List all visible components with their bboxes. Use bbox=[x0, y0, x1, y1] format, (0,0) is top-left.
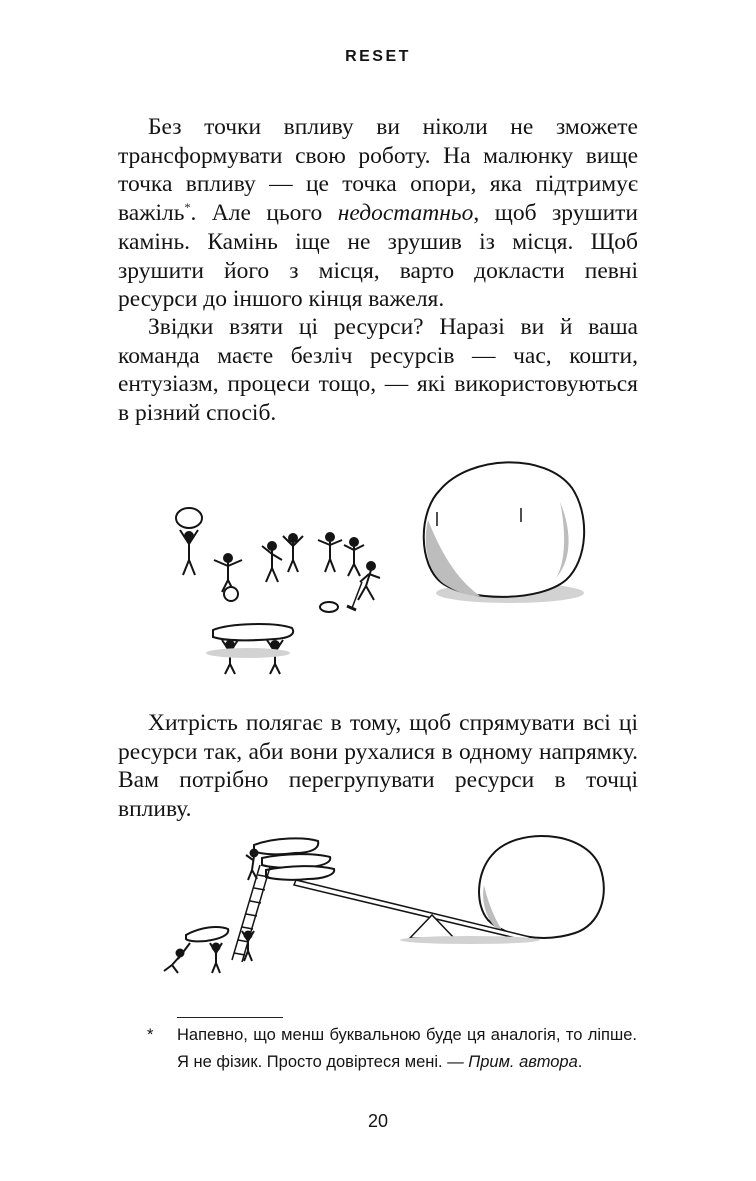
rubble-pile bbox=[320, 602, 338, 612]
paragraph-1-text-b: . Але цього bbox=[190, 200, 338, 227]
small-rock bbox=[176, 508, 202, 528]
paragraph-2-text: Звідки взяти ці ресурси? Наразі ви й ваша команда маєте безліч ресурсів — час, кошти, ентузіазм, процеси тощо, — які використовуються в різний спосіб. bbox=[118, 314, 638, 427]
paragraph-3-text: Хитрість полягає в тому, щоб спрямувати всі ці ресурси так, аби вони рухалися в одному напрямку. Вам потрібно перегрупувати ресурси в точці впливу. bbox=[118, 710, 638, 823]
ladder bbox=[232, 865, 270, 962]
paragraph-1-emphasis: недостатньо bbox=[337, 200, 474, 227]
footnote-reference: * bbox=[184, 200, 191, 215]
illustration-lever bbox=[0, 825, 756, 990]
log-stack bbox=[254, 838, 334, 879]
paragraph-1-text-a: Без точки впливу ви ніколи не зможете трансформувати свою роботу. На малюнку вище точка впливу — це точка опори, яка підтримує важіль bbox=[118, 114, 638, 227]
log bbox=[213, 624, 293, 640]
footnote-marker: * bbox=[147, 1026, 154, 1044]
paragraph-3 bbox=[118, 709, 638, 824]
ball bbox=[224, 587, 238, 601]
lever-boulder bbox=[479, 836, 604, 938]
footnote-end: . bbox=[577, 1053, 583, 1071]
paragraph-1-text-c: , щоб зрушити камінь. Камінь іще не зрушив із місця. Щоб зрушити його з місця, варто докласти певні ресурси до іншого кінця важеля. bbox=[118, 200, 638, 313]
illustration-scattered-resources-svg bbox=[0, 450, 756, 680]
running-head: RESET bbox=[345, 48, 411, 65]
paragraph-1 bbox=[118, 113, 638, 314]
footnote-text: Напевно, що менш буквальною буде ця аналогія, то ліпше. Я не фізик. Просто довіртеся мені. — bbox=[177, 1026, 637, 1071]
page-number: 20 bbox=[367, 1111, 389, 1131]
footnote bbox=[147, 1022, 637, 1076]
footnote-emphasis: Прим. автора bbox=[468, 1053, 578, 1071]
illustration-lever-svg bbox=[0, 825, 756, 990]
paragraph-2 bbox=[118, 313, 638, 428]
footnote-rule bbox=[177, 1017, 283, 1018]
log-shadow bbox=[206, 648, 290, 658]
illustration-scattered-resources bbox=[0, 450, 756, 680]
